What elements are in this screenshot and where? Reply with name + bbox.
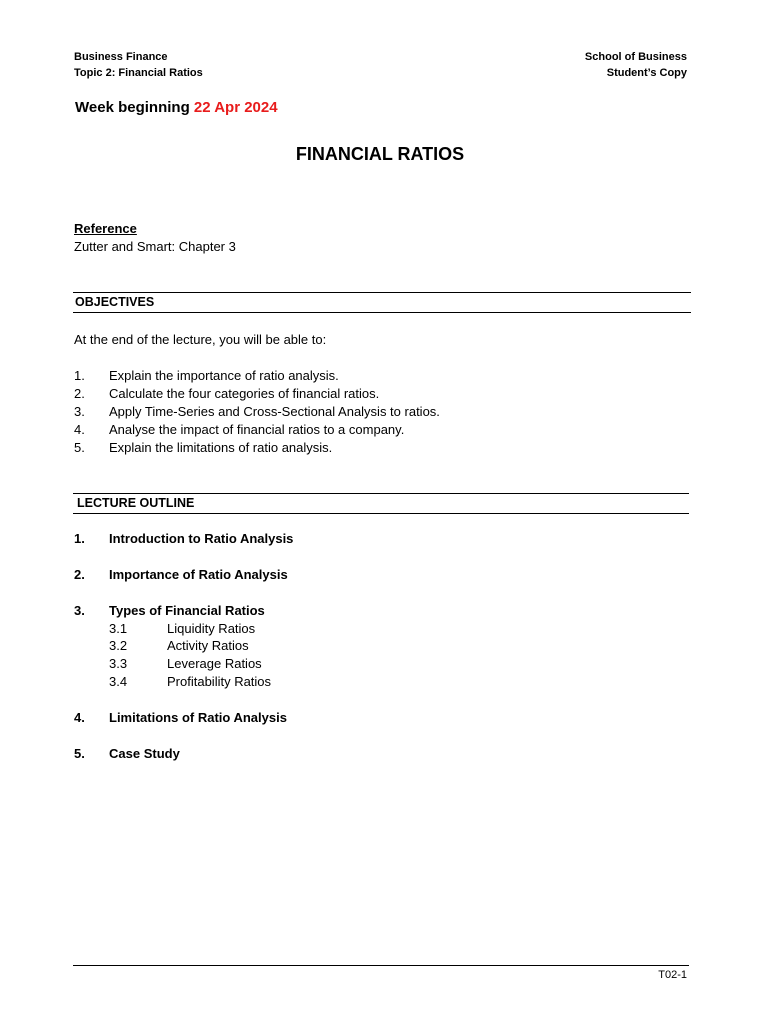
item-text: Apply Time-Series and Cross-Sectional Analysis to ratios. [109,404,440,419]
outline-subitem [109,674,271,689]
subitem-number: 3.2 [109,638,128,653]
subitem-number: 3.4 [109,674,128,689]
item-text: Introduction to Ratio Analysis [109,531,294,546]
item-number: 3. [74,404,85,419]
outline-item [74,567,288,582]
item-number: 2. [74,567,85,582]
outline-subitem [109,638,249,653]
item-number: 2. [74,386,85,401]
item-text: Limitations of Ratio Analysis [109,710,287,725]
item-number: 3. [74,603,85,618]
item-number: 4. [74,422,85,437]
item-text: Analyse the impact of financial ratios to a company. [109,422,405,437]
objectives-intro: At the end of the lecture, you will be able to: [74,332,327,347]
item-text: Case Study [109,746,180,761]
header-right [585,50,687,81]
page-number: T02-1 [658,969,687,981]
week-date: 22 Apr 2024 [193,99,278,116]
subitem-number: 3.3 [109,656,128,671]
header-left [74,50,203,81]
subitem-text: Liquidity Ratios [167,621,256,636]
item-text: Importance of Ratio Analysis [109,567,288,582]
item-text: Types of Financial Ratios [109,603,265,618]
list-item [74,385,440,403]
week-label: Week beginning [75,99,194,116]
item-number: 4. [74,710,85,725]
school-name: School of Business [584,51,687,63]
item-text: Explain the importance of ratio analysis. [109,368,339,383]
course-name: Business Finance [74,51,168,63]
outline-heading: LECTURE OUTLINE [73,493,689,514]
outline-subitem [109,621,255,636]
list-item [74,421,440,439]
week-line [75,99,278,116]
outline-item [74,746,180,761]
reference-heading: Reference [74,221,137,236]
outline-subitem [109,656,262,671]
item-number: 1. [74,368,85,383]
subitem-text: Leverage Ratios [167,656,262,671]
outline-item [74,603,265,618]
subitem-text: Profitability Ratios [167,674,272,689]
subitem-number: 3.1 [109,621,128,636]
item-number: 5. [74,746,85,761]
item-text: Calculate the four categories of financial ratios. [109,386,380,401]
reference-text: Zutter and Smart: Chapter 3 [74,239,236,254]
outline-item [74,531,293,546]
subitem-text: Activity Ratios [167,638,249,653]
footer-divider [73,965,689,966]
topic-name: Topic 2: Financial Ratios [74,66,203,79]
outline-item [74,710,287,725]
list-item [74,367,440,385]
list-item [74,403,440,421]
item-number: 1. [74,531,85,546]
objectives-list [74,367,440,457]
list-item [74,439,440,457]
item-number: 5. [74,440,85,455]
item-text: Explain the limitations of ratio analysis. [109,440,333,455]
page-title: FINANCIAL RATIOS [295,144,465,164]
objectives-heading: OBJECTIVES [73,292,691,313]
copy-type: Student’s Copy [606,66,687,79]
